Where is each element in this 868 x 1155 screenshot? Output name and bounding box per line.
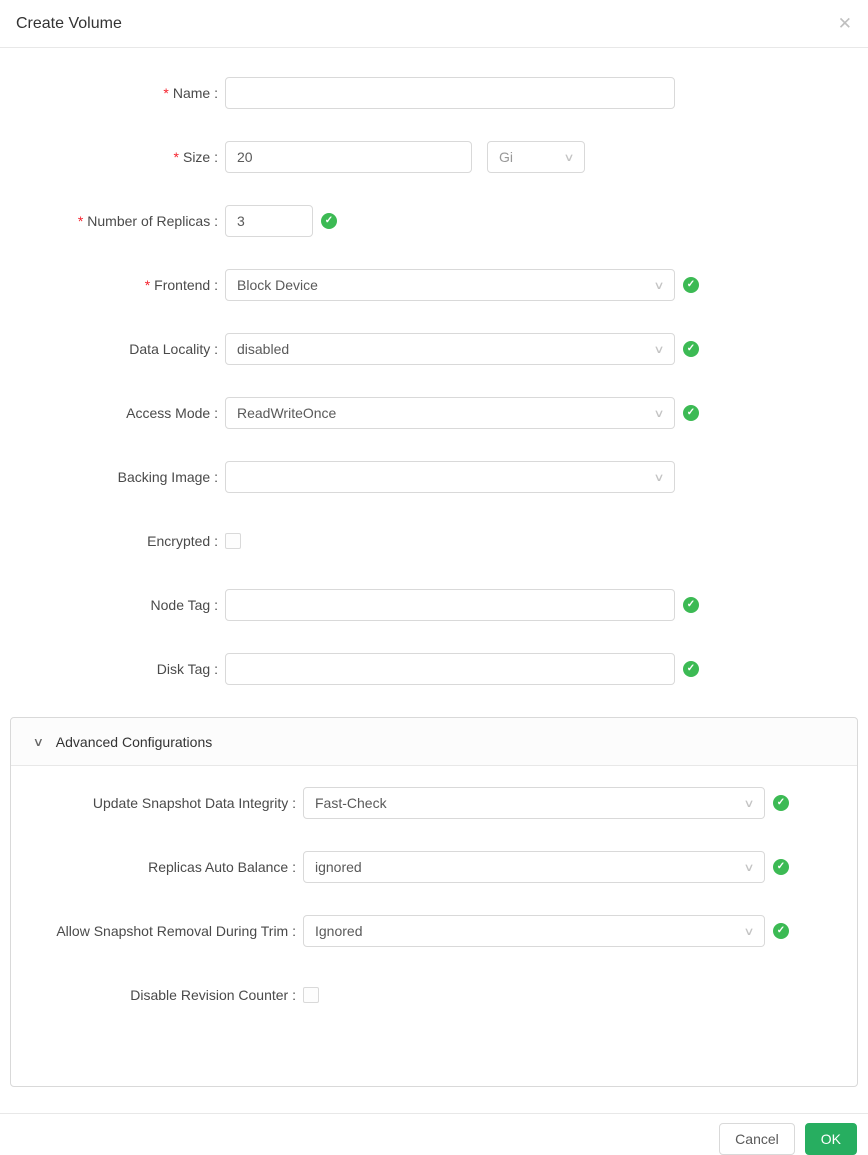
replicas-auto-balance-label [11,859,296,875]
number-of-replicas-label [0,213,218,229]
encrypted-checkbox[interactable] [225,533,241,549]
valid-check-icon: ✓ [683,405,699,421]
allow-snapshot-removal-during-trim-label-text: Allow Snapshot Removal During Trim : [56,923,296,939]
update-snapshot-data-integrity-label-text: Update Snapshot Data Integrity : [92,795,296,811]
access-mode-select[interactable] [225,397,675,429]
form-row-data-locality [0,333,868,365]
valid-check-icon: ✓ [683,277,699,293]
number-of-replicas-label-text: Number of Replicas : [87,213,218,229]
chevron-down-icon: ∨ [32,734,45,749]
close-icon[interactable]: ✕ [837,14,852,33]
size-unit-select[interactable] [487,141,585,173]
encrypted-controls [225,533,241,549]
data-locality-label [0,341,218,357]
size-label-text: Size : [182,149,218,165]
update-snapshot-data-integrity-label [11,795,296,811]
data-locality-label-text: Data Locality : [129,341,218,357]
access-mode-label-text: Access Mode : [126,405,218,421]
form-row-allow-snapshot-removal-during-trim [11,915,857,947]
disk-tag-label-text: Disk Tag : [156,661,218,677]
advanced-configurations-title: Advanced Configurations [55,733,213,750]
form-row-frontend [0,269,868,301]
ok-button[interactable]: OK [805,1123,857,1155]
valid-check-icon: ✓ [321,213,337,229]
required-asterisk: * [144,277,151,293]
name-label-text: Name : [172,85,218,101]
chevron-down-icon: ∨ [653,343,665,356]
main-form [0,77,868,685]
backing-image-label-text: Backing Image : [117,469,218,485]
backing-image-select[interactable] [225,461,675,493]
disable-revision-counter-checkbox[interactable] [303,987,319,1003]
cancel-button[interactable]: Cancel [719,1123,795,1155]
valid-check-icon: ✓ [773,795,789,811]
chevron-down-icon: ∨ [563,151,575,164]
node-tag-label [0,597,218,613]
name-label [0,85,218,101]
replicas-auto-balance-label-text: Replicas Auto Balance : [148,859,296,875]
form-row-backing-image [0,461,868,493]
frontend-label [0,277,218,293]
chevron-down-icon: ∨ [653,407,665,420]
node-tag-input[interactable] [225,589,675,621]
valid-check-icon: ✓ [773,923,789,939]
frontend-controls [225,269,699,301]
form-row-number-of-replicas [0,205,868,237]
data-locality-value: disabled [237,341,290,357]
encrypted-label-text: Encrypted : [147,533,218,549]
required-asterisk: * [77,213,84,229]
advanced-configurations-header[interactable] [11,718,857,766]
required-asterisk: * [163,85,169,101]
form-row-access-mode [0,397,868,429]
modal-header [0,0,868,48]
name-input[interactable] [225,77,675,109]
node-tag-controls [225,589,699,621]
update-snapshot-data-integrity-value: Fast-Check [315,795,387,811]
update-snapshot-data-integrity-controls [303,787,789,819]
allow-snapshot-removal-during-trim-select[interactable] [303,915,765,947]
name-controls [225,77,675,109]
size-unit-value: Gi [499,149,513,165]
replicas-auto-balance-value: ignored [315,859,362,875]
allow-snapshot-removal-during-trim-label [11,923,296,939]
form-row-node-tag [0,589,868,621]
form-row-disable-revision-counter [11,979,857,1011]
form-row-update-snapshot-data-integrity [11,787,857,819]
access-mode-controls [225,397,699,429]
form-row-name [0,77,868,109]
required-asterisk: * [173,149,179,165]
replicas-auto-balance-controls [303,851,789,883]
disable-revision-counter-controls [303,987,319,1003]
frontend-value: Block Device [237,277,318,293]
form-row-encrypted [0,525,868,557]
chevron-down-icon: ∨ [743,861,755,874]
size-label [0,149,218,165]
access-mode-value: ReadWriteOnce [237,405,337,421]
form-row-disk-tag [0,653,868,685]
frontend-label-text: Frontend : [154,277,218,293]
advanced-form [11,766,857,1086]
number-of-replicas-controls [225,205,337,237]
modal-footer [0,1113,868,1155]
modal-title: Create Volume [16,14,122,32]
chevron-down-icon: ∨ [653,471,665,484]
allow-snapshot-removal-during-trim-value: Ignored [315,923,363,939]
backing-image-label [0,469,218,485]
valid-check-icon: ✓ [683,661,699,677]
disk-tag-label [0,661,218,677]
number-of-replicas-input[interactable] [225,205,313,237]
backing-image-controls [225,461,675,493]
disable-revision-counter-label-text: Disable Revision Counter : [130,987,296,1003]
allow-snapshot-removal-during-trim-controls [303,915,789,947]
disable-revision-counter-label [11,987,296,1003]
chevron-down-icon: ∨ [653,279,665,292]
modal-body [0,48,868,1087]
data-locality-controls [225,333,699,365]
encrypted-label [0,533,218,549]
node-tag-label-text: Node Tag : [150,597,218,613]
access-mode-label [0,405,218,421]
data-locality-select[interactable] [225,333,675,365]
valid-check-icon: ✓ [683,597,699,613]
frontend-select[interactable] [225,269,675,301]
form-row-replicas-auto-balance [11,851,857,883]
size-input[interactable] [225,141,472,173]
replicas-auto-balance-select[interactable] [303,851,765,883]
update-snapshot-data-integrity-select[interactable] [303,787,765,819]
valid-check-icon: ✓ [683,341,699,357]
chevron-down-icon: ∨ [743,797,755,810]
disk-tag-controls [225,653,699,685]
size-controls [225,141,585,173]
form-row-size [0,141,868,173]
chevron-down-icon: ∨ [743,925,755,938]
advanced-configurations-panel [10,717,858,1087]
disk-tag-input[interactable] [225,653,675,685]
valid-check-icon: ✓ [773,859,789,875]
